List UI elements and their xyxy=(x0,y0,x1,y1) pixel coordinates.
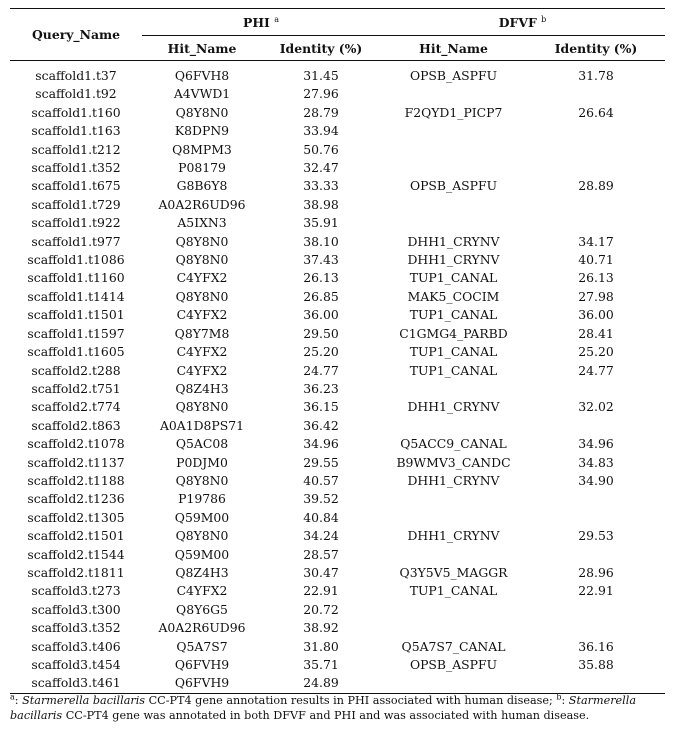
phi-identity-cell: 31.45 xyxy=(303,68,339,83)
table-footnote: $^a$: Starmerella bacillaris CC-PT4 gene annotation results in PHI associated with human disease; $^b$: Starmerella bacillaris CC-PT4 gene was annotated in both DFVF and PHI and was associated with human disease. xyxy=(10,692,636,722)
dfvf-hit-name-cell: DHH1_CRYNV xyxy=(407,233,500,249)
query-name-cell: scaffold2.t863 xyxy=(31,417,121,433)
query-name-cell: scaffold1.t352 xyxy=(31,160,121,176)
phi-hit-name-cell: P08179 xyxy=(178,160,226,176)
dfvf-identity-cell xyxy=(527,619,665,637)
phi-hit-name-cell: Q8Y6G5 xyxy=(176,601,228,617)
dfvf-hit-name-cell: OPSB_ASPFU xyxy=(409,178,498,194)
query-name-cell: scaffold1.t1597 xyxy=(27,325,125,341)
phi-identity-cell: 38.92 xyxy=(303,620,339,636)
table-row xyxy=(10,159,665,177)
dfvf-identity-cell: 40.71 xyxy=(578,252,614,268)
phi-hit-name-cell: K8DPN9 xyxy=(174,123,230,139)
dfvf-hit-name-cell: MAK5_COCIM xyxy=(407,288,500,304)
dfvf-identity-cell: 22.91 xyxy=(578,583,614,599)
dfvf-identity-cell: 32.02 xyxy=(578,399,614,415)
phi-hit-name-cell: Q8Y8N0 xyxy=(175,472,229,488)
phi-identity-cell: 50.76 xyxy=(303,141,339,157)
query-name-cell: scaffold1.t922 xyxy=(31,215,121,231)
dfvf-identity-cell: 36.00 xyxy=(578,307,614,323)
phi-hit-name-cell: P0DJM0 xyxy=(176,454,228,470)
phi-hit-name-cell: Q5AC08 xyxy=(175,436,229,452)
table-row xyxy=(10,104,665,122)
dfvf-hit-name-cell: OPSB_ASPFU xyxy=(409,657,498,672)
phi-identity-cell: 33.33 xyxy=(303,178,339,194)
table-row xyxy=(10,288,665,306)
dfvf-hit-name-cell xyxy=(380,509,527,527)
dfvf-identity-cell: 34.90 xyxy=(578,472,614,488)
phi-hit-name-cell: Q8Z4H3 xyxy=(175,380,229,396)
dfvf-identity-cell xyxy=(527,417,665,435)
table-row xyxy=(10,490,665,508)
query-name-cell: scaffold1.t1605 xyxy=(27,344,125,360)
dfvf-identity-cell xyxy=(527,141,665,159)
header-phi-hit-name: Hit_Name xyxy=(142,36,262,61)
dfvf-hit-name-cell xyxy=(380,619,527,637)
table-row xyxy=(10,343,665,361)
dfvf-hit-name-cell xyxy=(380,122,527,140)
phi-identity-cell: 40.57 xyxy=(303,472,339,488)
dfvf-identity-cell xyxy=(527,85,665,103)
dfvf-identity-cell xyxy=(527,601,665,619)
query-name-cell: scaffold1.t675 xyxy=(31,178,121,194)
query-name-cell: scaffold2.t774 xyxy=(31,399,121,415)
dfvf-identity-cell: 35.88 xyxy=(578,657,614,672)
phi-identity-cell: 30.47 xyxy=(303,564,339,580)
footnote-b-mark: b xyxy=(556,692,562,702)
dfvf-hit-name-cell: TUP1_CANAL xyxy=(409,270,498,286)
dfvf-identity-cell: 25.20 xyxy=(578,344,614,360)
table-row xyxy=(10,564,665,582)
phi-hit-name-cell: Q8MPM3 xyxy=(172,141,232,157)
query-name-cell: scaffold2.t1137 xyxy=(27,454,125,470)
phi-hit-name-cell: C4YFX2 xyxy=(176,344,228,360)
phi-identity-cell: 31.80 xyxy=(303,638,339,654)
table-row xyxy=(10,61,665,86)
dfvf-identity-cell xyxy=(527,380,665,398)
phi-hit-name-cell: A5IXN3 xyxy=(177,215,227,231)
table-row xyxy=(10,196,665,214)
phi-identity-cell: 36.42 xyxy=(303,417,339,433)
dfvf-hit-name-cell: TUP1_CANAL xyxy=(409,344,498,360)
table-row xyxy=(10,269,665,287)
header-phi-identity: Identity (%) xyxy=(262,36,380,61)
query-name-cell: scaffold1.t1160 xyxy=(27,270,125,286)
phi-identity-cell: 36.00 xyxy=(303,307,339,323)
dfvf-hit-name-cell: DHH1_CRYNV xyxy=(407,472,500,488)
phi-hit-name-cell: Q6FVH8 xyxy=(174,68,230,83)
phi-identity-cell: 35.91 xyxy=(303,215,339,231)
phi-hit-name-cell: Q8Y8N0 xyxy=(175,104,229,120)
dfvf-identity-cell: 31.78 xyxy=(578,68,614,83)
phi-hit-name-cell: Q8Z4H3 xyxy=(175,564,229,580)
phi-hit-name-cell: Q6FVH9 xyxy=(174,675,230,691)
dfvf-identity-cell xyxy=(527,214,665,232)
phi-hit-name-cell: Q8Y7M8 xyxy=(174,325,230,341)
dfvf-hit-name-cell xyxy=(380,380,527,398)
phi-identity-cell: 20.72 xyxy=(303,601,339,617)
dfvf-hit-name-cell xyxy=(380,417,527,435)
header-phi-group: PHI $^a$ xyxy=(243,14,279,30)
dfvf-identity-cell: 36.16 xyxy=(578,638,614,654)
table-row xyxy=(10,380,665,398)
query-name-cell: scaffold2.t1305 xyxy=(27,509,125,525)
phi-identity-cell: 38.98 xyxy=(303,196,339,212)
table-row xyxy=(10,674,665,693)
dfvf-identity-cell: 24.77 xyxy=(578,362,614,378)
dfvf-identity-cell xyxy=(527,674,665,693)
table-row xyxy=(10,454,665,472)
phi-identity-cell: 35.71 xyxy=(303,657,339,672)
phi-hit-name-cell: Q8Y8N0 xyxy=(175,528,229,544)
phi-identity-cell: 32.47 xyxy=(303,160,339,176)
table-row xyxy=(10,214,665,232)
query-name-cell: scaffold3.t352 xyxy=(31,620,121,636)
phi-hit-name-cell: Q8Y8N0 xyxy=(175,252,229,268)
phi-hit-name-cell: A0A1D8PS71 xyxy=(159,417,245,433)
dfvf-identity-cell xyxy=(527,122,665,140)
dfvf-hit-name-cell xyxy=(380,601,527,619)
dfvf-identity-cell xyxy=(527,490,665,508)
table-row xyxy=(10,362,665,380)
phi-hit-name-cell: C4YFX2 xyxy=(176,270,228,286)
table-row xyxy=(10,509,665,527)
dfvf-hit-name-cell: OPSB_ASPFU xyxy=(409,68,498,83)
phi-hit-name-cell: Q5A7S7 xyxy=(176,638,228,654)
table-row xyxy=(10,251,665,269)
query-name-cell: scaffold1.t163 xyxy=(31,123,121,139)
table-row xyxy=(10,435,665,453)
dfvf-hit-name-cell: TUP1_CANAL xyxy=(409,583,498,599)
phi-identity-cell: 29.55 xyxy=(303,454,339,470)
dfvf-hit-name-cell: TUP1_CANAL xyxy=(409,362,498,378)
query-name-cell: scaffold1.t37 xyxy=(35,68,117,83)
query-name-cell: scaffold3.t461 xyxy=(31,675,121,691)
phi-identity-cell: 28.79 xyxy=(303,104,339,120)
dfvf-hit-name-cell xyxy=(380,490,527,508)
table-row xyxy=(10,638,665,656)
table-row xyxy=(10,656,665,674)
phi-identity-cell: 34.24 xyxy=(303,528,339,544)
table-row xyxy=(10,527,665,545)
phi-hit-name-cell: Q59M00 xyxy=(174,509,230,525)
query-name-cell: scaffold1.t1501 xyxy=(27,307,125,323)
phi-hit-name-cell: Q8Y8N0 xyxy=(175,288,229,304)
query-name-cell: scaffold2.t1188 xyxy=(27,472,125,488)
header-dfvf-hit-name: Hit_Name xyxy=(380,36,527,61)
phi-hit-name-cell: A0A2R6UD96 xyxy=(158,620,246,636)
phi-hit-name-cell: G8B6Y8 xyxy=(176,178,228,194)
annotation-table xyxy=(10,8,665,694)
table-row xyxy=(10,417,665,435)
query-name-cell: scaffold2.t1501 xyxy=(27,528,125,544)
query-name-cell: scaffold3.t406 xyxy=(31,638,121,654)
dfvf-identity-cell xyxy=(527,159,665,177)
phi-hit-name-cell: A4VWD1 xyxy=(173,86,231,102)
dfvf-identity-cell: 34.83 xyxy=(578,454,614,470)
table-row xyxy=(10,177,665,195)
phi-hit-name-cell: Q8Y8N0 xyxy=(175,233,229,249)
header-query-name: Query_Name xyxy=(32,27,120,42)
query-name-cell: scaffold3.t300 xyxy=(31,601,121,617)
table-row xyxy=(10,398,665,416)
query-name-cell: scaffold2.t1811 xyxy=(27,564,125,580)
dfvf-hit-name-cell xyxy=(380,674,527,693)
dfvf-identity-cell: 26.13 xyxy=(578,270,614,286)
query-name-cell: scaffold2.t1078 xyxy=(27,436,125,452)
query-name-cell: scaffold1.t92 xyxy=(35,86,117,102)
query-name-cell: scaffold1.t1414 xyxy=(27,288,125,304)
dfvf-identity-cell: 29.53 xyxy=(578,528,614,544)
table-row xyxy=(10,472,665,490)
phi-hit-name-cell: Q6FVH9 xyxy=(174,657,230,672)
dfvf-hit-name-cell: DHH1_CRYNV xyxy=(407,528,500,544)
phi-identity-cell: 36.23 xyxy=(303,380,339,396)
query-name-cell: scaffold2.t1544 xyxy=(27,546,125,562)
query-name-cell: scaffold1.t729 xyxy=(31,196,121,212)
phi-identity-cell: 27.96 xyxy=(303,86,339,102)
phi-hit-name-cell: C4YFX2 xyxy=(176,362,228,378)
phi-identity-cell: 26.13 xyxy=(303,270,339,286)
query-name-cell: scaffold1.t160 xyxy=(31,104,121,120)
phi-hit-name-cell: P19786 xyxy=(178,491,226,507)
query-name-cell: scaffold1.t1086 xyxy=(27,252,125,268)
phi-hit-name-cell: C4YFX2 xyxy=(176,307,228,323)
query-name-cell: scaffold3.t454 xyxy=(31,657,121,672)
table-row xyxy=(10,141,665,159)
dfvf-hit-name-cell xyxy=(380,214,527,232)
table-row xyxy=(10,122,665,140)
dfvf-identity-cell: 26.64 xyxy=(578,104,614,120)
phi-identity-cell: 25.20 xyxy=(303,344,339,360)
header-row-groups xyxy=(10,9,665,36)
dfvf-hit-name-cell: DHH1_CRYNV xyxy=(407,399,500,415)
phi-identity-cell: 34.96 xyxy=(303,436,339,452)
footnote-a-mark: a xyxy=(10,692,15,702)
query-name-cell: scaffold3.t273 xyxy=(31,583,121,599)
dfvf-identity-cell: 27.98 xyxy=(578,288,614,304)
dfvf-identity-cell: 28.89 xyxy=(578,178,614,194)
phi-identity-cell: 24.77 xyxy=(303,362,339,378)
table-row xyxy=(10,306,665,324)
dfvf-hit-name-cell xyxy=(380,85,527,103)
table-row xyxy=(10,233,665,251)
dfvf-hit-name-cell: C1GMG4_PARBD xyxy=(399,325,508,341)
dfvf-hit-name-cell: TUP1_CANAL xyxy=(409,307,498,323)
header-dfvf-group: DFVF $^b$ xyxy=(498,14,547,30)
dfvf-hit-name-cell: B9WMV3_CANDC xyxy=(396,454,511,470)
phi-identity-cell: 40.84 xyxy=(303,509,339,525)
phi-identity-cell: 26.85 xyxy=(303,288,339,304)
phi-identity-cell: 39.52 xyxy=(303,491,339,507)
table-body xyxy=(10,61,665,694)
dfvf-hit-name-cell xyxy=(380,546,527,564)
phi-identity-cell: 36.15 xyxy=(303,399,339,415)
phi-identity-cell: 33.94 xyxy=(303,123,339,139)
phi-identity-cell: 29.50 xyxy=(303,325,339,341)
query-name-cell: scaffold2.t288 xyxy=(31,362,121,378)
phi-hit-name-cell: Q8Y8N0 xyxy=(175,399,229,415)
dfvf-identity-cell: 34.17 xyxy=(578,233,614,249)
dfvf-identity-cell xyxy=(527,196,665,214)
footnote-a-species: Starmerella bacillaris xyxy=(22,694,146,707)
dfvf-hit-name-cell: Q5A7S7_CANAL xyxy=(401,638,506,654)
dfvf-identity-cell xyxy=(527,546,665,564)
phi-identity-cell: 22.91 xyxy=(303,583,339,599)
dfvf-hit-name-cell xyxy=(380,141,527,159)
table-row xyxy=(10,85,665,103)
query-name-cell: scaffold1.t977 xyxy=(31,233,121,249)
dfvf-hit-name-cell: F2QYD1_PICP7 xyxy=(404,104,503,120)
dfvf-identity-cell xyxy=(527,509,665,527)
dfvf-identity-cell: 34.96 xyxy=(578,436,614,452)
phi-identity-cell: 38.10 xyxy=(303,233,339,249)
dfvf-hit-name-cell xyxy=(380,196,527,214)
query-name-cell: scaffold2.t1236 xyxy=(27,491,125,507)
footnote-b-species: Starmerella bacillaris xyxy=(10,694,636,722)
phi-hit-name-cell: A0A2R6UD96 xyxy=(158,196,246,212)
dfvf-hit-name-cell: Q3Y5V5_MAGGR xyxy=(399,564,508,580)
dfvf-identity-cell: 28.41 xyxy=(578,325,614,341)
dfvf-hit-name-cell: Q5ACC9_CANAL xyxy=(400,436,507,452)
table-row xyxy=(10,601,665,619)
query-name-cell: scaffold2.t751 xyxy=(31,380,121,396)
dfvf-hit-name-cell xyxy=(380,159,527,177)
phi-hit-name-cell: C4YFX2 xyxy=(176,583,228,599)
table-row xyxy=(10,546,665,564)
dfvf-identity-cell: 28.96 xyxy=(578,564,614,580)
table-row xyxy=(10,325,665,343)
query-name-cell: scaffold1.t212 xyxy=(31,141,121,157)
table-row xyxy=(10,619,665,637)
phi-identity-cell: 24.89 xyxy=(303,675,339,691)
dfvf-hit-name-cell: DHH1_CRYNV xyxy=(407,252,500,268)
phi-identity-cell: 37.43 xyxy=(303,252,339,268)
phi-hit-name-cell: Q59M00 xyxy=(174,546,230,562)
table-row xyxy=(10,582,665,600)
header-dfvf-identity: Identity (%) xyxy=(527,36,665,61)
phi-identity-cell: 28.57 xyxy=(303,546,339,562)
